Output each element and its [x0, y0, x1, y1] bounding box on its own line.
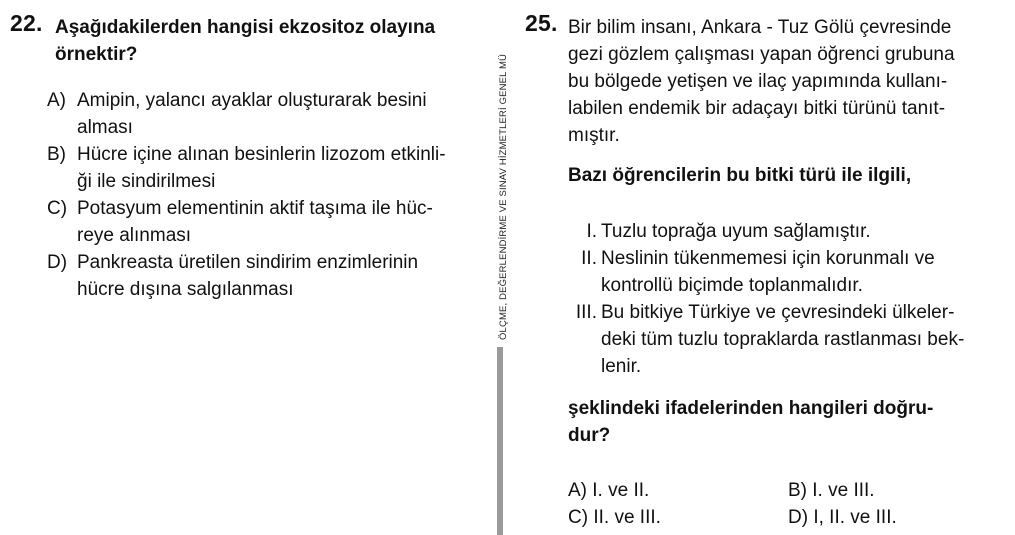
option-text-line: Pankreasta üretilen sindirim enzimlerinin	[77, 252, 419, 273]
answer-letter: A)	[568, 480, 587, 501]
option-letter: B)	[47, 144, 66, 165]
question-ask	[568, 395, 1005, 449]
statement-iii	[565, 299, 1005, 380]
stem-line: Bir bilim insanı, Ankara - Tuz Gölü çevresinde	[568, 17, 952, 38]
answer-letter: D)	[788, 507, 809, 528]
ask-line: şeklindeki ifadelerinden hangileri doğru-	[568, 398, 934, 419]
statements-list	[565, 218, 1005, 380]
question-25-answers	[568, 477, 1008, 531]
answer-text: I. ve III.	[812, 480, 875, 501]
question-stem	[55, 14, 485, 68]
stem-line: gezi gözlem çalışması yapan öğrenci grubuna	[568, 44, 955, 65]
stem-line: labilen endemik bir adaçayı bitki türünü tanıt-	[568, 98, 946, 119]
statement-label: III.	[575, 302, 597, 323]
answers-row	[568, 504, 1008, 531]
option-text-line: alması	[77, 117, 133, 138]
option-text-line: reye alınması	[77, 225, 192, 246]
statement-line: lenir.	[601, 356, 642, 377]
statement-i	[565, 218, 1005, 245]
side-band-bar	[497, 347, 503, 535]
stem-line: Aşağıdakilerden hangisi ekzositoz olayına	[55, 17, 436, 38]
option-text-line: Hücre içine alınan besinlerin lizozom etkinli-	[77, 144, 446, 165]
option-letter: D)	[47, 252, 68, 273]
option-text-line: hücre dışına salgılanması	[77, 279, 294, 300]
answer-text: I. ve II.	[592, 480, 650, 501]
option-b[interactable]	[47, 141, 482, 195]
stem-line: örnektir?	[55, 44, 138, 65]
answers-row	[568, 477, 1008, 504]
statement-line: Neslinin tükenmemesi için korunmalı ve	[601, 248, 935, 269]
answer-text: I, II. ve III.	[813, 507, 897, 528]
option-letter: C)	[47, 198, 68, 219]
question-number: 22.	[10, 10, 43, 36]
answer-d[interactable]	[788, 504, 1008, 531]
side-band-text: ÖLÇME, DEĞERLENDİRME VE SINAV HİZMETLERİ GENEL MÜ	[498, 53, 509, 340]
answer-c[interactable]	[568, 504, 788, 531]
statement-label: I.	[586, 221, 597, 242]
option-c[interactable]	[47, 195, 482, 249]
statement-line: Bu bitkiye Türkiye ve çevresindeki ülkeler-	[601, 302, 955, 323]
question-stem	[568, 14, 1005, 149]
statement-line: deki tüm tuzlu topraklarda rastlanması bek-	[601, 329, 965, 350]
option-text-line: Amipin, yalancı ayaklar oluşturarak besini	[77, 90, 427, 111]
answer-letter: B)	[788, 480, 807, 501]
statement-label: II.	[581, 248, 597, 269]
stem-line: bu bölgede yetişen ve ilaç yapımında kullanı-	[568, 71, 948, 92]
side-band	[494, 0, 510, 535]
answer-a[interactable]	[568, 477, 788, 504]
statement-line: kontrollü biçimde toplanmalıdır.	[601, 275, 863, 296]
question-number: 25.	[525, 10, 558, 36]
stem-line: mıştır.	[568, 125, 620, 146]
answer-text: II. ve III.	[593, 507, 661, 528]
answer-letter: C)	[568, 507, 589, 528]
option-text-line: ği ile sindirilmesi	[77, 171, 216, 192]
statement-ii	[565, 245, 1005, 299]
statements-lead: Bazı öğrencilerin bu bitki türü ile ilgili,	[568, 165, 912, 186]
option-text-line: Potasyum elementinin aktif taşıma ile hüc-	[77, 198, 433, 219]
question-22-options	[47, 87, 482, 303]
statement-line: Tuzlu toprağa uyum sağlamıştır.	[601, 221, 871, 242]
option-d[interactable]	[47, 249, 482, 303]
ask-line: dur?	[568, 425, 611, 446]
answer-b[interactable]	[788, 477, 1008, 504]
option-letter: A)	[47, 90, 66, 111]
option-a[interactable]	[47, 87, 482, 141]
